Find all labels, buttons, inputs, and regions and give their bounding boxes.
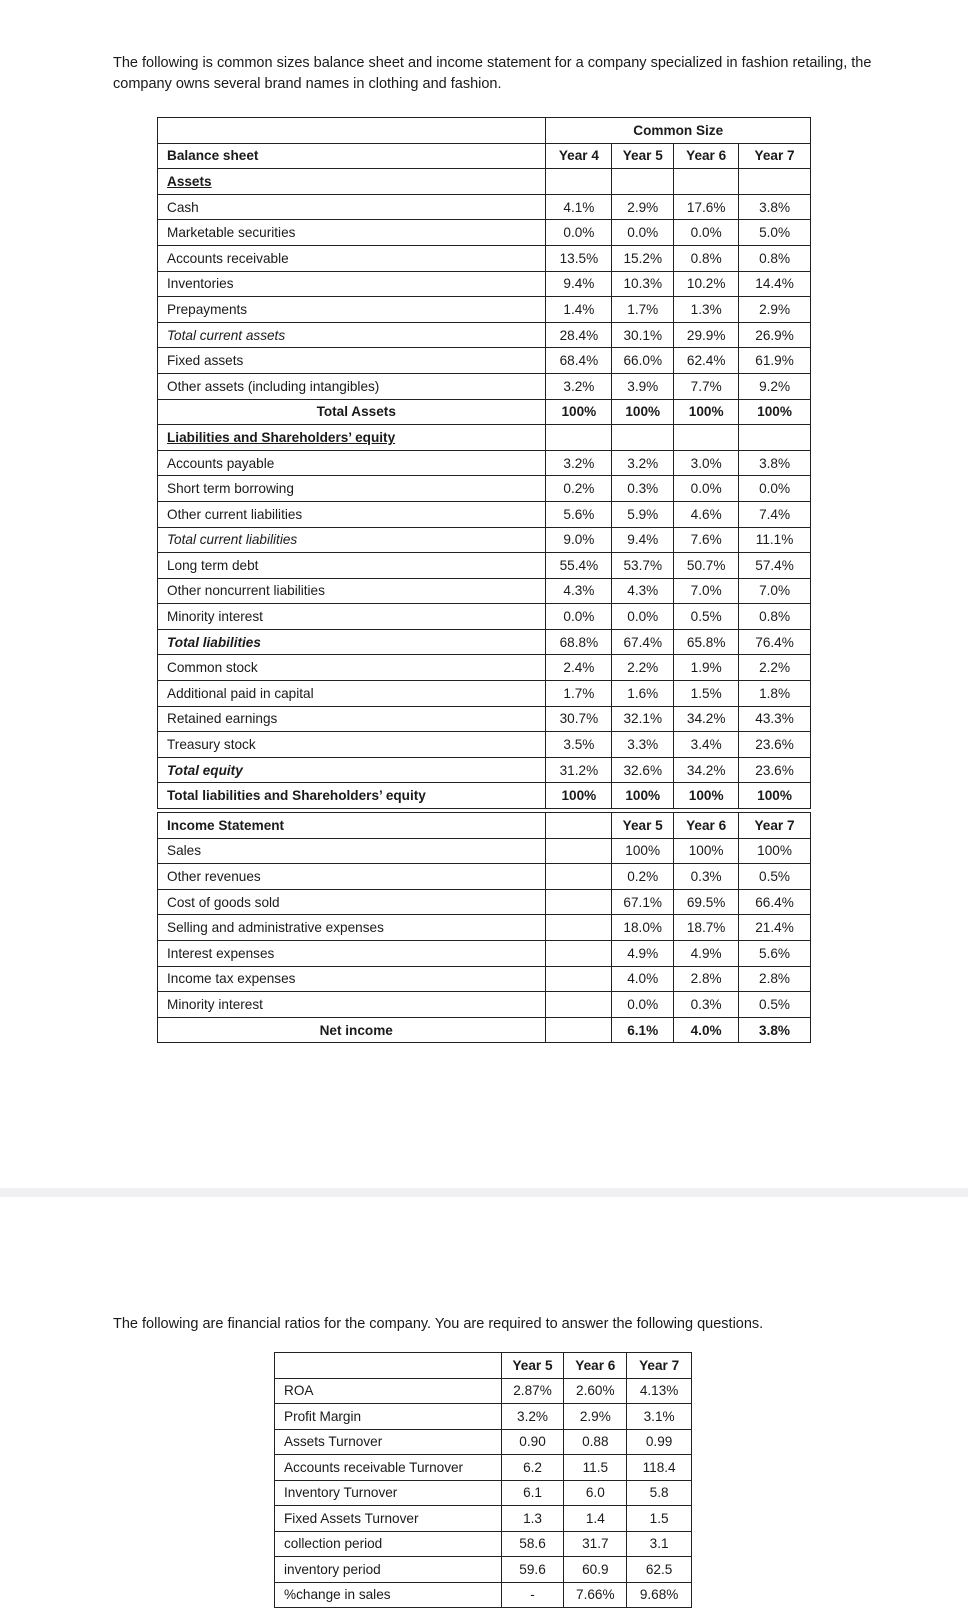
ratio-value: 31.7 [564, 1531, 627, 1557]
row-label: Total liabilities [158, 629, 546, 655]
ratio-row [275, 1404, 692, 1430]
value-cell: 50.7% [674, 553, 739, 579]
balance-header-row [158, 143, 811, 169]
ratio-row [275, 1582, 692, 1608]
value-cell: 3.8% [739, 1017, 811, 1043]
ratio-value: 4.13% [627, 1378, 692, 1404]
ratio-value: 58.6 [501, 1531, 564, 1557]
value-cell: 1.8% [739, 681, 811, 707]
ratio-label: inventory period [275, 1557, 502, 1583]
value-cell: 69.5% [674, 889, 739, 915]
value-cell: 2.9% [612, 194, 674, 220]
row-label: Minority interest [158, 604, 546, 630]
value-cell: 1.5% [674, 681, 739, 707]
ratios-header-row [275, 1353, 692, 1379]
row-label: Cash [158, 194, 546, 220]
ratio-value: 1.3 [501, 1506, 564, 1532]
value-cell: 2.4% [546, 655, 612, 681]
ratio-value: 2.87% [501, 1378, 564, 1404]
value-cell: 2.9% [739, 297, 811, 323]
value-cell: 9.0% [546, 527, 612, 553]
value-cell: 34.2% [674, 757, 739, 783]
value-cell: 30.1% [612, 322, 674, 348]
row-label: Total equity [158, 757, 546, 783]
value-cell: 100% [674, 838, 739, 864]
ratio-value: - [501, 1582, 564, 1608]
value-cell: 32.1% [612, 706, 674, 732]
value-cell: 3.4% [674, 732, 739, 758]
value-cell: 23.6% [739, 757, 811, 783]
value-cell: 0.3% [612, 476, 674, 502]
ratio-value: 5.8 [627, 1480, 692, 1506]
ratio-value: 0.88 [564, 1429, 627, 1455]
ratio-label: Assets Turnover [275, 1429, 502, 1455]
balance-row [158, 655, 811, 681]
value-cell: 5.0% [739, 220, 811, 246]
ratio-value: 0.99 [627, 1429, 692, 1455]
row-label: Sales [158, 838, 546, 864]
income-row [158, 889, 811, 915]
value-cell: 5.9% [612, 501, 674, 527]
value-cell: 7.0% [739, 578, 811, 604]
balance-row [158, 783, 811, 809]
value-cell: 3.2% [546, 373, 612, 399]
value-cell: 100% [674, 399, 739, 425]
year-header: Year 7 [739, 813, 811, 839]
value-cell: 53.7% [612, 553, 674, 579]
ratios-intro-paragraph: The following are financial ratios for the company. You are required to answer the following questions. [113, 1316, 764, 1332]
ratio-value: 2.9% [564, 1404, 627, 1430]
balance-row [158, 399, 811, 425]
balance-sheet-title: Balance sheet [158, 143, 546, 169]
value-cell: 0.8% [739, 604, 811, 630]
assets-heading: Assets [167, 173, 212, 189]
row-label: Minority interest [158, 992, 546, 1018]
value-cell: 2.8% [674, 966, 739, 992]
assets-heading-row [158, 169, 811, 195]
liabilities-heading: Liabilities and Shareholders’ equity [158, 425, 546, 451]
balance-row [158, 578, 811, 604]
row-label: Short term borrowing [158, 476, 546, 502]
value-cell: 3.8% [739, 450, 811, 476]
intro-paragraph: The following is common sizes balance sheet and income statement for a company specialized in fashion retailing, the company owns several brand names in clothing and fashion. [113, 55, 872, 92]
balance-row [158, 553, 811, 579]
value-cell: 4.9% [612, 940, 674, 966]
value-cell: 0.0% [612, 220, 674, 246]
row-label: Other current liabilities [158, 501, 546, 527]
value-cell: 34.2% [674, 706, 739, 732]
value-cell: 7.7% [674, 373, 739, 399]
income-row [158, 966, 811, 992]
ratio-row [275, 1378, 692, 1404]
value-cell: 100% [739, 399, 811, 425]
common-size-header-row [158, 118, 811, 144]
row-label: Marketable securities [158, 220, 546, 246]
income-header-row [158, 813, 811, 839]
value-cell: 2.2% [612, 655, 674, 681]
ratio-label: ROA [275, 1378, 502, 1404]
ratio-value: 2.60% [564, 1378, 627, 1404]
value-cell: 67.4% [612, 629, 674, 655]
value-cell: 18.7% [674, 915, 739, 941]
value-cell: 29.9% [674, 322, 739, 348]
row-label: Total Assets [158, 399, 546, 425]
income-row [158, 838, 811, 864]
value-cell: 0.5% [739, 992, 811, 1018]
balance-row [158, 501, 811, 527]
ratio-label: Fixed Assets Turnover [275, 1506, 502, 1532]
ratio-value: 1.4 [564, 1506, 627, 1532]
year-header: Year 6 [674, 813, 739, 839]
value-cell: 7.6% [674, 527, 739, 553]
income-row [158, 992, 811, 1018]
value-cell: 0.0% [546, 604, 612, 630]
value-cell: 0.0% [739, 476, 811, 502]
row-label: Total liabilities and Shareholders’ equity [158, 783, 546, 809]
value-cell: 17.6% [674, 194, 739, 220]
row-label: Common stock [158, 655, 546, 681]
row-label: Treasury stock [158, 732, 546, 758]
value-cell: 3.2% [546, 450, 612, 476]
balance-row [158, 604, 811, 630]
balance-sheet-table [157, 117, 811, 809]
value-cell: 0.5% [739, 864, 811, 890]
value-cell: 0.2% [612, 864, 674, 890]
value-cell: 4.1% [546, 194, 612, 220]
balance-row [158, 373, 811, 399]
value-cell: 9.4% [612, 527, 674, 553]
value-cell: 21.4% [739, 915, 811, 941]
ratio-value: 1.5 [627, 1506, 692, 1532]
balance-row [158, 194, 811, 220]
value-cell: 65.8% [674, 629, 739, 655]
value-cell: 0.3% [674, 864, 739, 890]
value-cell: 0.5% [674, 604, 739, 630]
ratio-row [275, 1480, 692, 1506]
row-label: Interest expenses [158, 940, 546, 966]
row-label: Fixed assets [158, 348, 546, 374]
income-row [158, 915, 811, 941]
value-cell: 68.4% [546, 348, 612, 374]
row-label: Long term debt [158, 553, 546, 579]
balance-row [158, 322, 811, 348]
ratio-value: 0.90 [501, 1429, 564, 1455]
value-cell: 18.0% [612, 915, 674, 941]
value-cell: 0.0% [612, 992, 674, 1018]
value-cell: 1.6% [612, 681, 674, 707]
balance-row [158, 220, 811, 246]
ratio-value: 3.1% [627, 1404, 692, 1430]
value-cell: 66.0% [612, 348, 674, 374]
value-cell: 28.4% [546, 322, 612, 348]
row-label: Income tax expenses [158, 966, 546, 992]
value-cell: 67.1% [612, 889, 674, 915]
balance-row [158, 706, 811, 732]
ratio-label: collection period [275, 1531, 502, 1557]
value-cell: 4.3% [612, 578, 674, 604]
row-label: Total current liabilities [158, 527, 546, 553]
value-cell: 55.4% [546, 553, 612, 579]
balance-row [158, 732, 811, 758]
financial-ratios-table [274, 1352, 692, 1608]
value-cell: 4.0% [674, 1017, 739, 1043]
row-label: Retained earnings [158, 706, 546, 732]
value-cell: 3.3% [612, 732, 674, 758]
value-cell: 7.0% [674, 578, 739, 604]
value-cell: 9.4% [546, 271, 612, 297]
ratio-label: Accounts receivable Turnover [275, 1455, 502, 1481]
value-cell: 100% [612, 783, 674, 809]
value-cell: 68.8% [546, 629, 612, 655]
value-cell: 1.4% [546, 297, 612, 323]
ratio-row [275, 1557, 692, 1583]
balance-row [158, 476, 811, 502]
value-cell: 3.5% [546, 732, 612, 758]
value-cell: 4.0% [612, 966, 674, 992]
year-header: Year 5 [612, 813, 674, 839]
value-cell: 6.1% [612, 1017, 674, 1043]
value-cell: 100% [546, 399, 612, 425]
income-statement-title: Income Statement [167, 817, 285, 833]
year-header: Year 7 [627, 1353, 692, 1379]
value-cell: 100% [739, 783, 811, 809]
ratio-label: %change in sales [275, 1582, 502, 1608]
ratio-label: Profit Margin [275, 1404, 502, 1430]
liabilities-heading-row [158, 425, 811, 451]
value-cell: 13.5% [546, 245, 612, 271]
row-label: Selling and administrative expenses [158, 915, 546, 941]
balance-row [158, 271, 811, 297]
value-cell: 0.8% [739, 245, 811, 271]
ratio-value: 6.2 [501, 1455, 564, 1481]
row-label: Cost of goods sold [158, 889, 546, 915]
ratio-value: 60.9 [564, 1557, 627, 1583]
balance-row [158, 348, 811, 374]
value-cell: 1.7% [546, 681, 612, 707]
ratio-value: 7.66% [564, 1582, 627, 1608]
ratio-row [275, 1506, 692, 1532]
balance-row [158, 245, 811, 271]
value-cell: 57.4% [739, 553, 811, 579]
value-cell: 1.9% [674, 655, 739, 681]
row-label: Total current assets [158, 322, 546, 348]
row-label: Additional paid in capital [158, 681, 546, 707]
row-label: Accounts payable [158, 450, 546, 476]
value-cell: 15.2% [612, 245, 674, 271]
value-cell: 4.9% [674, 940, 739, 966]
value-cell: 3.2% [612, 450, 674, 476]
value-cell: 32.6% [612, 757, 674, 783]
value-cell: 30.7% [546, 706, 612, 732]
value-cell: 10.3% [612, 271, 674, 297]
value-cell: 0.0% [674, 476, 739, 502]
value-cell: 5.6% [546, 501, 612, 527]
income-statement-table [157, 812, 811, 1043]
value-cell: 62.4% [674, 348, 739, 374]
ratio-value: 118.4 [627, 1455, 692, 1481]
year-header: Year 6 [674, 143, 739, 169]
row-label: Other revenues [158, 864, 546, 890]
value-cell: 0.8% [674, 245, 739, 271]
balance-row [158, 681, 811, 707]
year-header: Year 7 [739, 143, 811, 169]
value-cell: 11.1% [739, 527, 811, 553]
value-cell: 31.2% [546, 757, 612, 783]
income-row [158, 864, 811, 890]
balance-row [158, 629, 811, 655]
value-cell: 100% [674, 783, 739, 809]
value-cell: 1.3% [674, 297, 739, 323]
ratio-value: 59.6 [501, 1557, 564, 1583]
row-label: Other noncurrent liabilities [158, 578, 546, 604]
value-cell: 2.8% [739, 966, 811, 992]
ratio-row [275, 1531, 692, 1557]
ratio-value: 9.68% [627, 1582, 692, 1608]
value-cell: 26.9% [739, 322, 811, 348]
row-label: Accounts receivable [158, 245, 546, 271]
value-cell: 10.2% [674, 271, 739, 297]
value-cell: 100% [612, 399, 674, 425]
income-row [158, 1017, 811, 1043]
value-cell: 23.6% [739, 732, 811, 758]
income-row [158, 940, 811, 966]
value-cell: 0.0% [674, 220, 739, 246]
ratio-row [275, 1455, 692, 1481]
value-cell: 0.0% [612, 604, 674, 630]
row-label: Prepayments [158, 297, 546, 323]
value-cell: 4.3% [546, 578, 612, 604]
value-cell: 14.4% [739, 271, 811, 297]
value-cell: 3.9% [612, 373, 674, 399]
value-cell: 4.6% [674, 501, 739, 527]
value-cell: 100% [612, 838, 674, 864]
ratio-value: 6.1 [501, 1480, 564, 1506]
year-header: Year 5 [501, 1353, 564, 1379]
value-cell: 1.7% [612, 297, 674, 323]
ratio-label: Inventory Turnover [275, 1480, 502, 1506]
ratio-value: 6.0 [564, 1480, 627, 1506]
ratio-row [275, 1429, 692, 1455]
value-cell: 100% [546, 783, 612, 809]
ratio-value: 3.1 [627, 1531, 692, 1557]
page-divider [0, 1188, 968, 1197]
value-cell: 3.8% [739, 194, 811, 220]
value-cell: 9.2% [739, 373, 811, 399]
year-header: Year 4 [546, 143, 612, 169]
year-header: Year 5 [612, 143, 674, 169]
value-cell: 61.9% [739, 348, 811, 374]
value-cell: 0.0% [546, 220, 612, 246]
value-cell: 5.6% [739, 940, 811, 966]
row-label: Inventories [158, 271, 546, 297]
value-cell: 76.4% [739, 629, 811, 655]
value-cell: 2.2% [739, 655, 811, 681]
value-cell: 3.0% [674, 450, 739, 476]
balance-row [158, 297, 811, 323]
value-cell: 66.4% [739, 889, 811, 915]
balance-row [158, 527, 811, 553]
row-label: Net income [158, 1017, 546, 1043]
value-cell: 7.4% [739, 501, 811, 527]
value-cell: 0.3% [674, 992, 739, 1018]
ratio-value: 11.5 [564, 1455, 627, 1481]
ratio-value: 62.5 [627, 1557, 692, 1583]
common-size-header: Common Size [546, 118, 811, 144]
value-cell: 0.2% [546, 476, 612, 502]
row-label: Other assets (including intangibles) [158, 373, 546, 399]
value-cell: 100% [739, 838, 811, 864]
balance-row [158, 757, 811, 783]
value-cell: 43.3% [739, 706, 811, 732]
balance-row [158, 450, 811, 476]
ratio-value: 3.2% [501, 1404, 564, 1430]
year-header: Year 6 [564, 1353, 627, 1379]
